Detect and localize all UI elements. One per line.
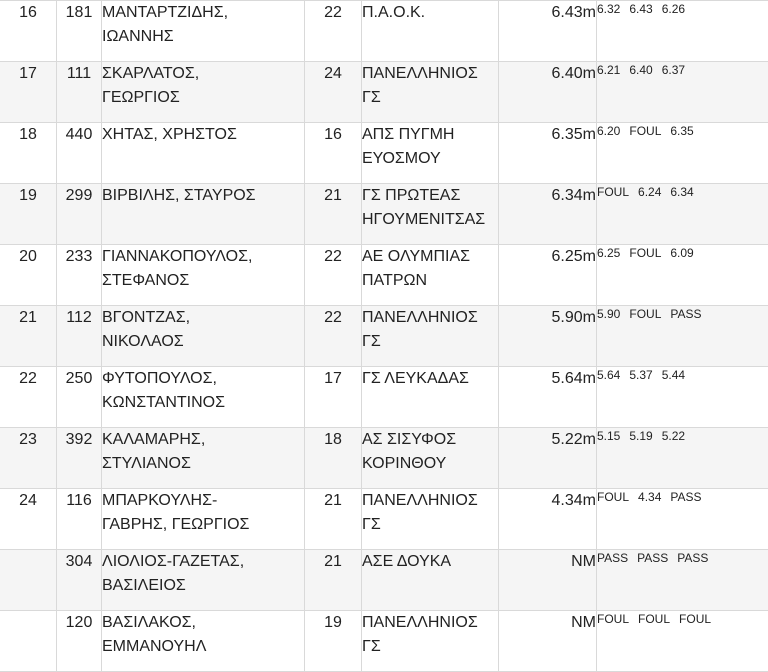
attempt-3: PASS [670, 489, 701, 505]
club-cell [362, 611, 499, 672]
bib-number: 392 [66, 431, 93, 448]
rank-cell [0, 1, 57, 62]
bib-cell [57, 367, 102, 428]
age: 21 [324, 492, 342, 509]
attempts-cell [597, 489, 768, 550]
table-row [0, 611, 768, 672]
table-row [0, 123, 768, 184]
best-mark: 5.90m [552, 309, 596, 326]
rank: 23 [19, 431, 37, 448]
athlete-name-line1: ΧΗΤΑΣ, ΧΡΗΣΤΟΣ [102, 123, 304, 147]
rank-cell [0, 184, 57, 245]
athlete-name-line1: ΦΥΤΟΠΟΥΛΟΣ, [102, 367, 304, 391]
club-cell [362, 428, 499, 489]
attempt-1: 6.21 [597, 62, 620, 78]
age-cell [305, 184, 362, 245]
bib-cell [57, 184, 102, 245]
club-line1: ΑΣ ΣΙΣΥΦΟΣ [362, 428, 498, 452]
mark-cell [499, 550, 597, 611]
best-mark: 6.43m [552, 4, 596, 21]
mark-cell [499, 62, 597, 123]
athlete-name-line1: ΛΙΟΛΙΟΣ-ΓΑΖΕΤΑΣ, [102, 550, 304, 574]
athlete-name-cell [102, 306, 305, 367]
attempt-2: FOUL [629, 245, 661, 261]
table-row [0, 428, 768, 489]
age-cell [305, 1, 362, 62]
attempt-3: 6.37 [662, 62, 685, 78]
bib-number: 112 [66, 309, 92, 326]
rank-cell [0, 367, 57, 428]
attempt-2: 6.40 [629, 62, 652, 78]
attempt-3: 5.22 [662, 428, 685, 444]
rank-cell [0, 123, 57, 184]
club-line1: ΠΑΝΕΛΛΗΝΙΟΣ [362, 489, 498, 513]
club-line1: ΑΣΕ ΔΟΥΚΑ [362, 550, 498, 574]
attempt-2: PASS [637, 550, 668, 566]
club-line2: ΓΣ [362, 635, 498, 659]
age: 19 [324, 614, 342, 631]
age-cell [305, 611, 362, 672]
attempt-1: FOUL [597, 489, 629, 505]
bib-cell [57, 489, 102, 550]
best-mark: 6.25m [552, 248, 596, 265]
table-row [0, 550, 768, 611]
athlete-name-cell [102, 611, 305, 672]
bib-number: 111 [67, 65, 91, 82]
age: 16 [324, 126, 342, 143]
bib-number: 116 [66, 492, 92, 509]
age: 17 [324, 370, 342, 387]
attempts-cell [597, 62, 768, 123]
rank-cell [0, 306, 57, 367]
club-line1: Π.Α.Ο.Κ. [362, 1, 498, 25]
mark-cell [499, 306, 597, 367]
age: 22 [324, 248, 342, 265]
attempts-cell [597, 306, 768, 367]
mark-cell [499, 245, 597, 306]
attempt-3: 6.26 [662, 1, 685, 17]
table-row [0, 489, 768, 550]
athlete-name-line2: ΚΩΝΣΤΑΝΤΙΝΟΣ [102, 391, 304, 415]
rank-cell [0, 245, 57, 306]
bib-number: 440 [66, 126, 93, 143]
club-line2: ΓΣ [362, 513, 498, 537]
attempt-2: 6.43 [629, 1, 652, 17]
rank: 21 [19, 309, 37, 326]
best-mark: 5.22m [552, 431, 596, 448]
rank: 17 [19, 65, 37, 82]
club-line1: ΠΑΝΕΛΛΗΝΙΟΣ [362, 611, 498, 635]
mark-cell [499, 1, 597, 62]
rank: 16 [19, 4, 37, 21]
attempts-cell [597, 245, 768, 306]
age-cell [305, 428, 362, 489]
athlete-name-line1: ΚΑΛΑΜΑΡΗΣ, [102, 428, 304, 452]
best-mark: 6.35m [552, 126, 596, 143]
athlete-name-line2: ΣΤΕΦΑΝΟΣ [102, 269, 304, 293]
athlete-name-cell [102, 184, 305, 245]
athlete-name-line2: ΙΩΑΝΝΗΣ [102, 25, 304, 49]
table-row [0, 184, 768, 245]
club-line1: ΠΑΝΕΛΛΗΝΙΟΣ [362, 62, 498, 86]
age: 22 [324, 4, 342, 21]
attempts-cell [597, 367, 768, 428]
athlete-name-line2: ΒΑΣΙΛΕΙΟΣ [102, 574, 304, 598]
age-cell [305, 245, 362, 306]
attempts-cell [597, 123, 768, 184]
athlete-name-cell [102, 367, 305, 428]
rank-cell [0, 550, 57, 611]
bib-number: 181 [66, 4, 93, 21]
best-mark: NM [571, 553, 596, 570]
age-cell [305, 123, 362, 184]
club-line2: ΓΣ [362, 86, 498, 110]
rank-cell [0, 428, 57, 489]
athlete-name-cell [102, 62, 305, 123]
club-line1: ΠΑΝΕΛΛΗΝΙΟΣ [362, 306, 498, 330]
club-cell [362, 62, 499, 123]
attempt-2: 4.34 [638, 489, 661, 505]
bib-cell [57, 245, 102, 306]
athlete-name-line1: ΓΙΑΝΝΑΚΟΠΟΥΛΟΣ, [102, 245, 304, 269]
athlete-name-cell [102, 428, 305, 489]
attempts-cell [597, 428, 768, 489]
attempt-2: FOUL [629, 123, 661, 139]
mark-cell [499, 611, 597, 672]
club-line2: ΓΣ [362, 330, 498, 354]
rank: 24 [19, 492, 37, 509]
club-cell [362, 367, 499, 428]
attempt-2: 5.37 [629, 367, 652, 383]
club-cell [362, 489, 499, 550]
attempt-1: PASS [597, 550, 628, 566]
athlete-name-line2: ΝΙΚΟΛΑΟΣ [102, 330, 304, 354]
athlete-name-cell [102, 245, 305, 306]
athlete-name-cell [102, 550, 305, 611]
club-cell [362, 184, 499, 245]
attempts-cell [597, 550, 768, 611]
athlete-name-line1: ΜΠΑΡΚΟΥΛΗΣ- [102, 489, 304, 513]
attempt-1: FOUL [597, 611, 629, 627]
best-mark: 4.34m [552, 492, 596, 509]
bib-number: 299 [66, 187, 93, 204]
attempts-cell [597, 611, 768, 672]
athlete-name-cell [102, 1, 305, 62]
bib-cell [57, 123, 102, 184]
best-mark: NM [571, 614, 596, 631]
mark-cell [499, 489, 597, 550]
age-cell [305, 306, 362, 367]
athlete-name-line2: ΣΤΥΛΙΑΝΟΣ [102, 452, 304, 476]
club-cell [362, 1, 499, 62]
club-cell [362, 123, 499, 184]
athlete-name-line1: ΣΚΑΡΛΑΤΟΣ, [102, 62, 304, 86]
bib-cell [57, 62, 102, 123]
club-line2: ΗΓΟΥΜΕΝΙΤΣΑΣ [362, 208, 498, 232]
mark-cell [499, 428, 597, 489]
bib-cell [57, 611, 102, 672]
rank-cell [0, 62, 57, 123]
rank: 22 [19, 370, 37, 387]
age-cell [305, 62, 362, 123]
athlete-name-cell [102, 123, 305, 184]
age: 24 [324, 65, 342, 82]
table-row [0, 62, 768, 123]
age-cell [305, 489, 362, 550]
results-body [0, 1, 768, 672]
club-line1: ΓΣ ΛΕΥΚΑΔΑΣ [362, 367, 498, 391]
attempt-3: PASS [677, 550, 708, 566]
rank: 19 [19, 187, 37, 204]
club-cell [362, 245, 499, 306]
attempt-1: 5.90 [597, 306, 620, 322]
attempt-2: FOUL [629, 306, 661, 322]
attempt-1: 5.64 [597, 367, 620, 383]
age-cell [305, 367, 362, 428]
attempt-1: 5.15 [597, 428, 620, 444]
mark-cell [499, 184, 597, 245]
athlete-name-line1: ΒΑΣΙΛΑΚΟΣ, [102, 611, 304, 635]
age-cell [305, 550, 362, 611]
bib-number: 304 [66, 553, 93, 570]
club-cell [362, 550, 499, 611]
rank: 18 [19, 126, 37, 143]
attempts-cell [597, 184, 768, 245]
rank-cell [0, 489, 57, 550]
bib-cell [57, 1, 102, 62]
rank: 20 [19, 248, 37, 265]
bib-number: 120 [66, 614, 93, 631]
bib-number: 250 [66, 370, 93, 387]
club-cell [362, 306, 499, 367]
athlete-name-line1: ΒΙΡΒΙΛΗΣ, ΣΤΑΥΡΟΣ [102, 184, 304, 208]
attempt-3: FOUL [679, 611, 711, 627]
attempt-1: 6.32 [597, 1, 620, 17]
attempt-3: PASS [670, 306, 701, 322]
mark-cell [499, 367, 597, 428]
athlete-name-line1: ΒΓΟΝΤΖΑΣ, [102, 306, 304, 330]
mark-cell [499, 123, 597, 184]
bib-cell [57, 306, 102, 367]
athlete-name-line2: ΓΕΩΡΓΙΟΣ [102, 86, 304, 110]
club-line1: ΑΠΣ ΠΥΓΜΗ [362, 123, 498, 147]
athlete-name-cell [102, 489, 305, 550]
club-line1: ΑΕ ΟΛΥΜΠΙΑΣ [362, 245, 498, 269]
attempt-3: 6.34 [670, 184, 693, 200]
athlete-name-line1: ΜΑΝΤΑΡΤΖΙΔΗΣ, [102, 1, 304, 25]
attempt-1: 6.25 [597, 245, 620, 261]
attempt-2: 6.24 [638, 184, 661, 200]
bib-cell [57, 550, 102, 611]
attempts-cell [597, 1, 768, 62]
attempt-2: 5.19 [629, 428, 652, 444]
athlete-name-line2: ΓΑΒΡΗΣ, ΓΕΩΡΓΙΟΣ [102, 513, 304, 537]
club-line2: ΕΥΟΣΜΟΥ [362, 147, 498, 171]
best-mark: 5.64m [552, 370, 596, 387]
club-line2: ΚΟΡΙΝΘΟΥ [362, 452, 498, 476]
attempt-3: 6.35 [670, 123, 693, 139]
age: 18 [324, 431, 342, 448]
attempt-3: 5.44 [662, 367, 685, 383]
best-mark: 6.40m [552, 65, 596, 82]
club-line1: ΓΣ ΠΡΩΤΕΑΣ [362, 184, 498, 208]
bib-number: 233 [66, 248, 93, 265]
rank-cell [0, 611, 57, 672]
attempt-1: FOUL [597, 184, 629, 200]
age: 21 [324, 553, 342, 570]
table-row [0, 245, 768, 306]
table-row [0, 306, 768, 367]
attempt-1: 6.20 [597, 123, 620, 139]
athlete-name-line2: ΕΜΜΑΝΟΥΗΛ [102, 635, 304, 659]
age: 22 [324, 309, 342, 326]
table-row [0, 367, 768, 428]
attempt-3: 6.09 [670, 245, 693, 261]
club-line2: ΠΑΤΡΩΝ [362, 269, 498, 293]
age: 21 [324, 187, 342, 204]
table-row [0, 1, 768, 62]
bib-cell [57, 428, 102, 489]
best-mark: 6.34m [552, 187, 596, 204]
attempt-2: FOUL [638, 611, 670, 627]
